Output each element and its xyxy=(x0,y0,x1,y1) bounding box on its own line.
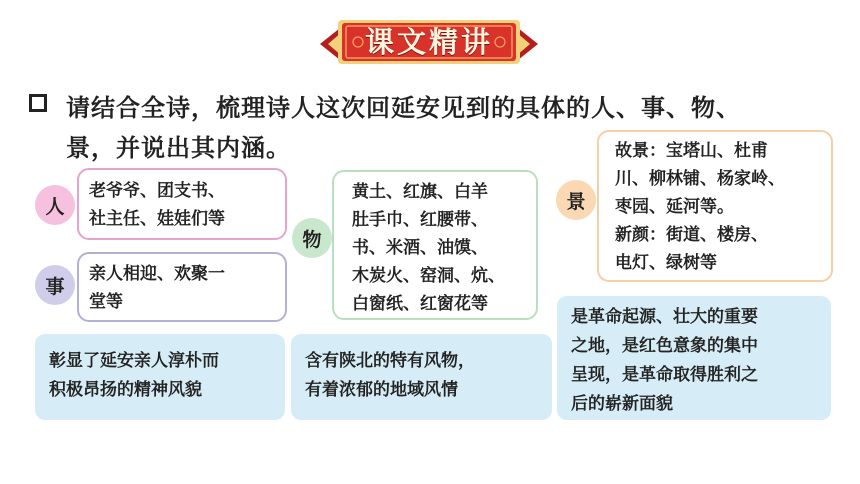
summary-things xyxy=(291,334,552,420)
question-line-2: 景，并说出其内涵。 xyxy=(66,134,291,162)
things-line: 肚手巾、红腰带、 xyxy=(352,210,488,230)
scenery-line: 川、柳林铺、杨家岭、 xyxy=(615,169,785,189)
scenery-line: 电灯、绿树等 xyxy=(615,253,717,273)
scenery-line: 新颜：街道、楼房、 xyxy=(615,225,768,245)
summary-people-events xyxy=(35,334,285,420)
tag-events: 事 xyxy=(35,265,75,305)
people-line: 社主任、娃娃们等 xyxy=(89,209,225,229)
summary-line: 含有陕北的特有风物， xyxy=(305,351,475,371)
tag-people: 人 xyxy=(35,185,75,225)
summary-line: 后的崭新面貌 xyxy=(571,394,673,414)
scenery-box xyxy=(597,130,833,282)
summary-line: 呈现，是革命取得胜利之 xyxy=(571,365,758,385)
summary-line: 积极昂扬的精神风貌 xyxy=(49,380,202,400)
summary-scenery xyxy=(557,296,831,420)
tag-things: 物 xyxy=(292,218,332,258)
things-line: 书、米酒、油馍、 xyxy=(352,238,488,258)
things-box xyxy=(332,170,538,320)
banner-title: 课文精讲 xyxy=(364,25,493,59)
things-line: 白窗纸、红窗花等 xyxy=(352,294,488,314)
tag-scenery: 景 xyxy=(556,180,596,220)
summary-line: 之地，是红色意象的集中 xyxy=(571,336,758,356)
summary-line: 有着浓郁的地域风情 xyxy=(305,380,458,400)
people-box xyxy=(77,168,287,240)
things-line: 黄土、红旗、白羊 xyxy=(352,182,488,202)
scenery-line: 故景：宝塔山、杜甫 xyxy=(615,141,768,161)
people-line: 老爷爷、团支书、 xyxy=(89,181,225,201)
events-box xyxy=(77,252,287,322)
events-line: 堂等 xyxy=(89,292,123,312)
square-bullet-icon xyxy=(29,94,47,112)
things-line: 木炭火、窑洞、炕、 xyxy=(352,266,505,286)
events-line: 亲人相迎、欢聚一 xyxy=(89,264,225,284)
scenery-line: 枣园、延河等。 xyxy=(615,197,734,217)
summary-line: 是革命起源、壮大的重要 xyxy=(571,307,758,327)
section-banner xyxy=(318,14,540,72)
question-line-1: 请结合全诗，梳理诗人这次回延安见到的具体的人、事、物、 xyxy=(66,94,741,122)
summary-line: 彰显了延安亲人淳朴而 xyxy=(49,351,219,371)
